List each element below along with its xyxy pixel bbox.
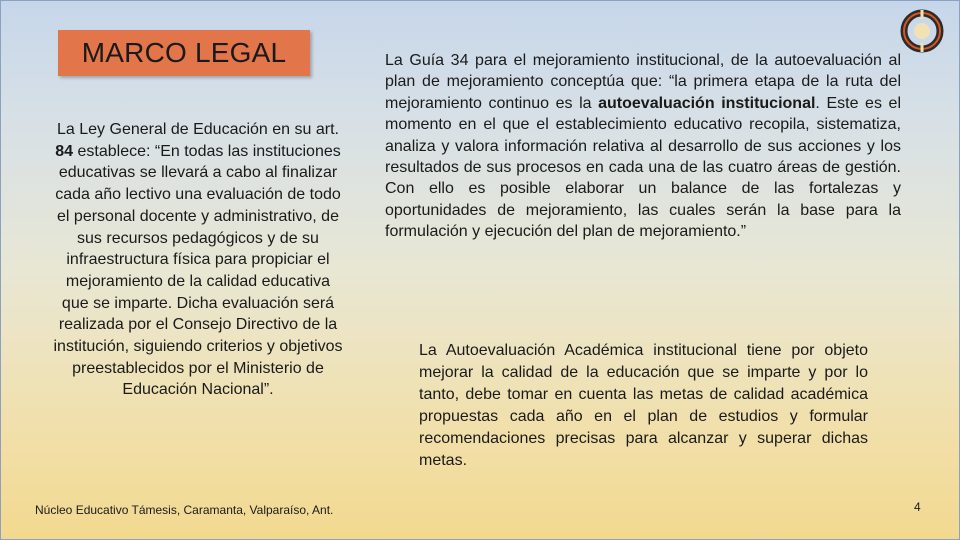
- right-paragraph-1: [385, 50, 901, 243]
- right-paragraph-1-part2: . Este es el momento en el que el establecimiento educativo recopila, sistematiza, analiza y valora información relativa al desarrollo de sus acciones y los resultados de sus procesos en cada una de las cuatro áreas de gestión. Con ello es posible elaborar un balance de las fortalezas y oportunidades de mejoramiento, las cuales serán la base para la formulación y ejecución del plan de mejoramiento.”: [385, 94, 901, 241]
- title-box: [58, 30, 310, 76]
- right-paragraph-1-part1: La Guía 34 para el mejoramiento institucional, de la autoevaluación al plan de mejoramiento conceptúa que: “la primera etapa de la ruta del mejoramiento continuo es la: [385, 52, 901, 112]
- left-paragraph: [52, 119, 344, 401]
- left-paragraph-part1: La Ley General de Educación en su art.: [57, 121, 339, 138]
- left-paragraph-article: 84: [55, 142, 74, 160]
- footer-text: Núcleo Educativo Támesis, Caramanta, Valparaíso, Ant.: [35, 503, 334, 517]
- page-number: 4: [914, 500, 921, 514]
- ring-logo-icon: [899, 8, 945, 54]
- slide-title: MARCO LEGAL: [81, 37, 287, 68]
- left-paragraph-part2: establece: “En todas las instituciones educativas se llevará a cabo al finalizar cada año lectivo una evaluación de todo el personal docente y administrativo, de sus recursos pedagógicos y de su infraestructura física para propiciar el mejoramiento de la calidad educativa que se imparte. Dicha evaluación será realizada por el Consejo Directivo de la institución, siguiendo criterios y objetivos preestablecidos por el Ministerio de Educación Nacional”.: [53, 142, 343, 399]
- right-paragraph-1-emphasis: autoevaluación institucional: [598, 94, 816, 112]
- right-paragraph-2: La Autoevaluación Académica institucional tiene por objeto mejorar la calidad de la educación que se imparte y por lo tanto, debe tomar en cuenta las metas de calidad académica propuestas cada año en el plan de estudios y formular recomendaciones precisas para alcanzar y superar dichas metas.: [419, 342, 868, 469]
